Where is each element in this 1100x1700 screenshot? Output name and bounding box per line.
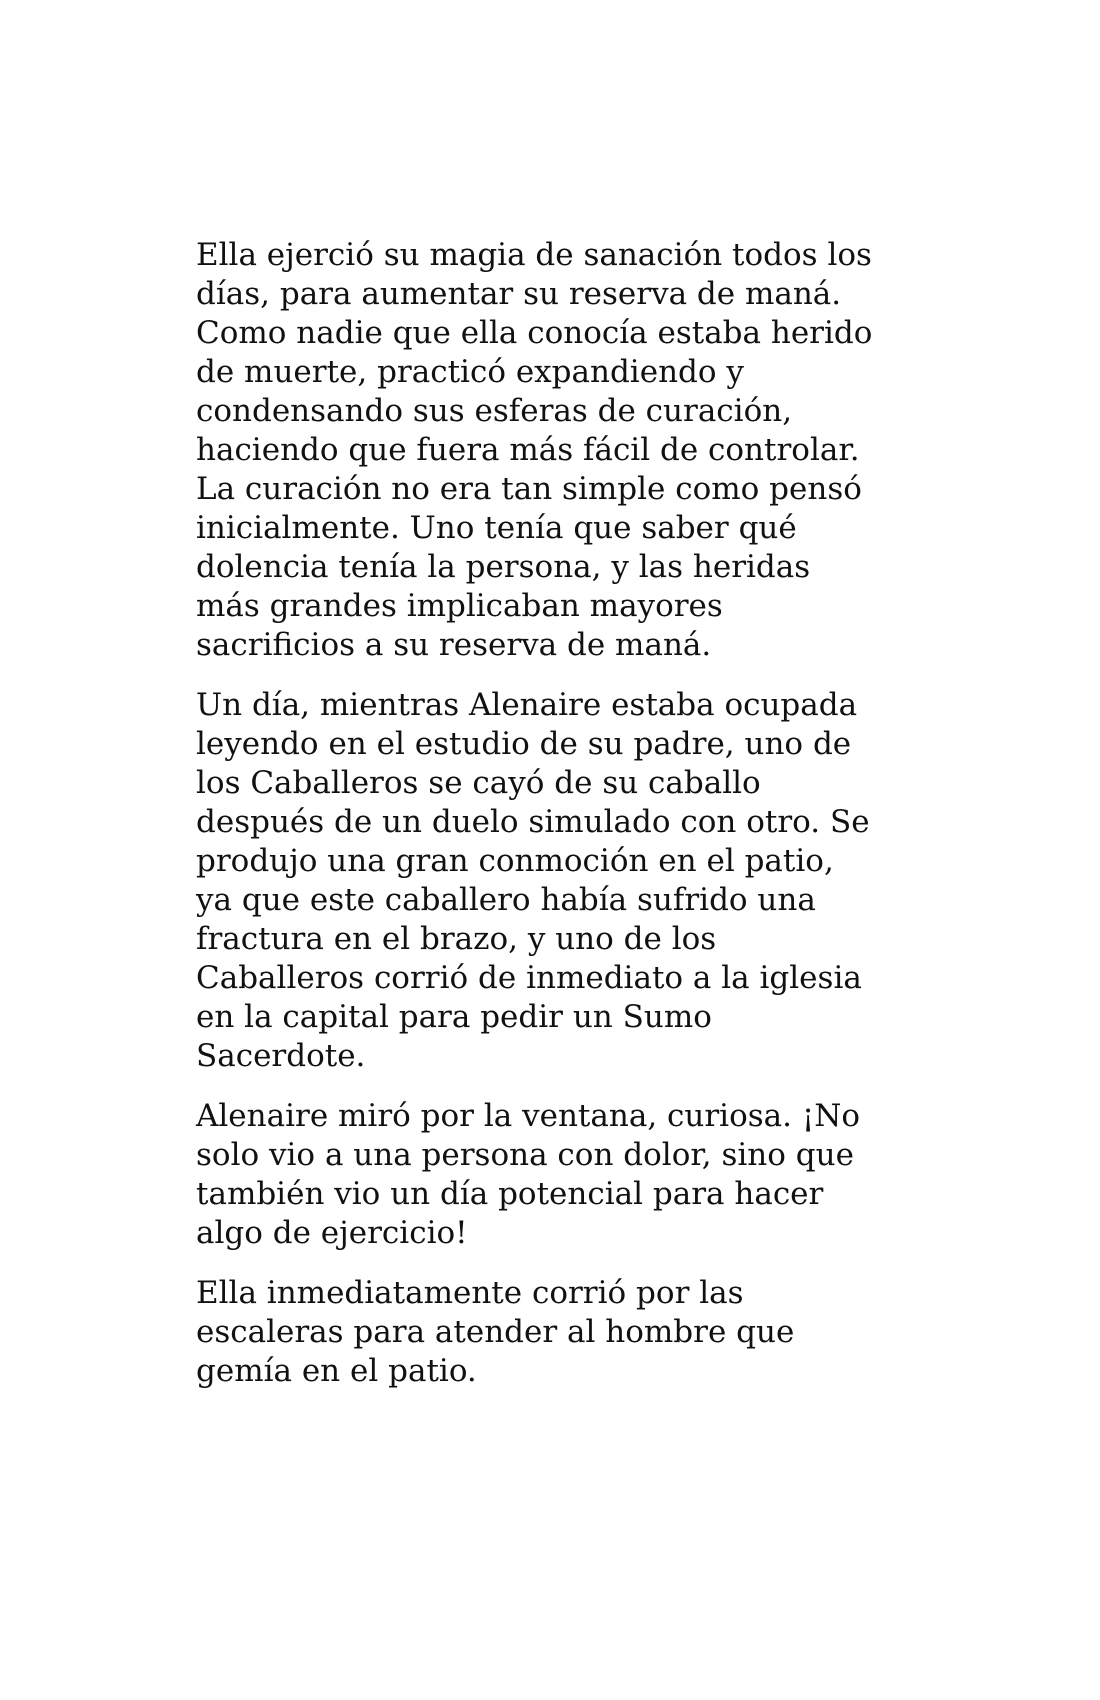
document-page [196,236,916,1412]
text-line: escaleras para atender al hombre que [196,1314,795,1350]
text-line: leyendo en el estudio de su padre, uno de [196,726,852,762]
text-line: Ella ejerció su magia de sanación todos los [196,237,872,273]
text-line: en la capital para pedir un Sumo [196,999,712,1035]
text-line: produjo una gran conmoción en el patio, [196,843,834,879]
text-line: Caballeros corrió de inmediato a la iglesia [196,960,862,996]
text-line: ya que este caballero había sufrido una [196,882,816,918]
text-line: algo de ejercicio! [196,1215,468,1251]
paragraph-3 [196,1097,916,1253]
text-line: haciendo que fuera más fácil de controlar. [196,432,860,468]
text-line: gemía en el patio. [196,1353,477,1389]
text-line: Sacerdote. [196,1038,366,1074]
paragraph-1 [196,236,916,665]
text-line: Alenaire miró por la ventana, curiosa. ¡No [196,1098,861,1134]
text-line: después de un duelo simulado con otro. Se [196,804,870,840]
text-line: los Caballeros se cayó de su caballo [196,765,761,801]
paragraph-2 [196,686,916,1076]
paragraph-4 [196,1274,916,1391]
text-line: Ella inmediatamente corrió por las [196,1275,744,1311]
text-line: solo vio a una persona con dolor, sino que [196,1137,854,1173]
text-line: fractura en el brazo, y uno de los [196,921,717,957]
text-line: condensando sus esferas de curación, [196,393,793,429]
text-line: días, para aumentar su reserva de maná. [196,276,842,312]
text-line: Como nadie que ella conocía estaba herido [196,315,873,351]
text-line: también vio un día potencial para hacer [196,1176,824,1212]
text-line: más grandes implicaban mayores [196,588,723,624]
text-line: de muerte, practicó expandiendo y [196,354,744,390]
text-line: Un día, mientras Alenaire estaba ocupada [196,687,858,723]
text-line: La curación no era tan simple como pensó [196,471,862,507]
text-line: sacrificios a su reserva de maná. [196,627,712,663]
text-line: inicialmente. Uno tenía que saber qué [196,510,797,546]
text-line: dolencia tenía la persona, y las heridas [196,549,811,585]
